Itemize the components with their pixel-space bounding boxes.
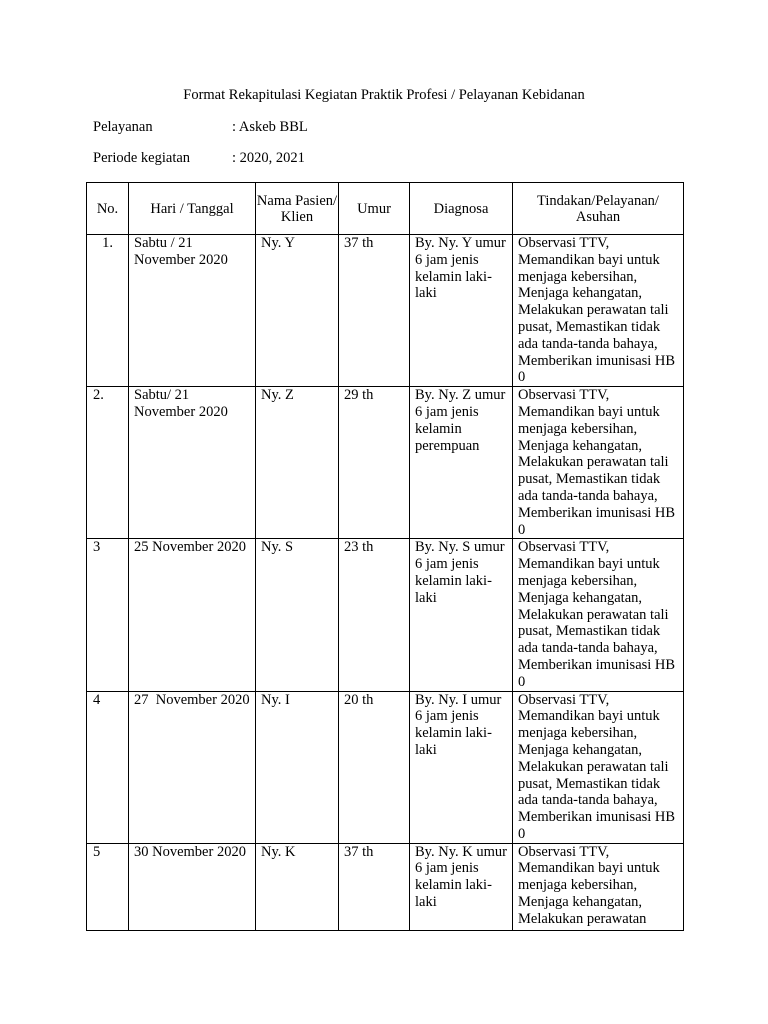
cell-hari-tanggal: 30 November 2020	[129, 843, 256, 930]
table-header-row	[87, 183, 684, 235]
cell-nama-pasien: Ny. Z	[256, 387, 339, 539]
table-row	[87, 691, 684, 843]
cell-tindakan: Observasi TTV, Memandikan bayi untuk menjaga kebersihan, Menjaga kehangatan, Melakukan perawatan tali pusat, Memastikan tidak ada tanda-tanda bahaya, Memberikan imunisasi HB 0	[513, 691, 684, 843]
header-nama-pasien: Nama Pasien/ Klien	[256, 183, 339, 235]
cell-diagnosa: By. Ny. Z umur 6 jam jenis kelamin perempuan	[410, 387, 513, 539]
cell-hari-tanggal: 27 November 2020	[129, 691, 256, 843]
table-row	[87, 843, 684, 930]
cell-no: 2.	[87, 387, 129, 539]
cell-hari-tanggal: 25 November 2020	[129, 539, 256, 691]
cell-nama-pasien: Ny. I	[256, 691, 339, 843]
pelayanan-value: : Askeb BBL	[232, 119, 308, 135]
cell-diagnosa: By. Ny. Y umur 6 jam jenis kelamin laki-laki	[410, 235, 513, 387]
header-umur: Umur	[339, 183, 410, 235]
cell-nama-pasien: Ny. Y	[256, 235, 339, 387]
cell-umur: 37 th	[339, 235, 410, 387]
cell-tindakan	[513, 843, 684, 930]
table-row	[87, 235, 684, 387]
page-title: Format Rekapitulasi Kegiatan Praktik Profesi / Pelayanan Kebidanan	[183, 87, 585, 103]
cell-umur: 20 th	[339, 691, 410, 843]
cell-no: 4	[87, 691, 129, 843]
header-no: No.	[87, 183, 129, 235]
cell-hari-tanggal: Sabtu / 21 November 2020	[129, 235, 256, 387]
recap-table	[86, 182, 684, 931]
cell-no: 1.	[87, 235, 129, 387]
cell-umur: 37 th	[339, 843, 410, 930]
periode-value: : 2020, 2021	[232, 150, 305, 166]
cell-hari-tanggal: Sabtu/ 21 November 2020	[129, 387, 256, 539]
cell-no: 5	[87, 843, 129, 930]
table-row	[87, 387, 684, 539]
cell-nama-pasien: Ny. K	[256, 843, 339, 930]
cell-nama-pasien: Ny. S	[256, 539, 339, 691]
header-hari-tanggal: Hari / Tanggal	[129, 183, 256, 235]
cell-tindakan: Observasi TTV, Memandikan bayi untuk menjaga kebersihan, Menjaga kehangatan, Melakukan perawatan tali pusat, Memastikan tidak ada tanda-tanda bahaya, Memberikan imunisasi HB 0	[513, 235, 684, 387]
cell-diagnosa: By. Ny. I umur 6 jam jenis kelamin laki-laki	[410, 691, 513, 843]
header-diagnosa: Diagnosa	[410, 183, 513, 235]
cell-tindakan-text: Observasi TTV, Memandikan bayi untuk menjaga kebersihan, Menjaga kehangatan, Melakukan perawatan	[518, 843, 660, 927]
pelayanan-label: Pelayanan	[93, 119, 153, 135]
header-tindakan: Tindakan/Pelayanan/ Asuhan	[513, 183, 684, 235]
cell-umur: 29 th	[339, 387, 410, 539]
cell-no: 3	[87, 539, 129, 691]
cell-umur: 23 th	[339, 539, 410, 691]
periode-label: Periode kegiatan	[93, 150, 191, 166]
cell-tindakan: Observasi TTV, Memandikan bayi untuk menjaga kebersihan, Menjaga kehangatan, Melakukan perawatan tali pusat, Memastikan tidak ada tanda-tanda bahaya, Memberikan imunisasi HB 0	[513, 539, 684, 691]
table-row	[87, 539, 684, 691]
cell-diagnosa: By. Ny. K umur 6 jam jenis kelamin laki-laki	[410, 843, 513, 930]
cell-tindakan: Observasi TTV, Memandikan bayi untuk menjaga kebersihan, Menjaga kehangatan, Melakukan perawatan tali pusat, Memastikan tidak ada tanda-tanda bahaya, Memberikan imunisasi HB 0	[513, 387, 684, 539]
cell-diagnosa: By. Ny. S umur 6 jam jenis kelamin laki-laki	[410, 539, 513, 691]
